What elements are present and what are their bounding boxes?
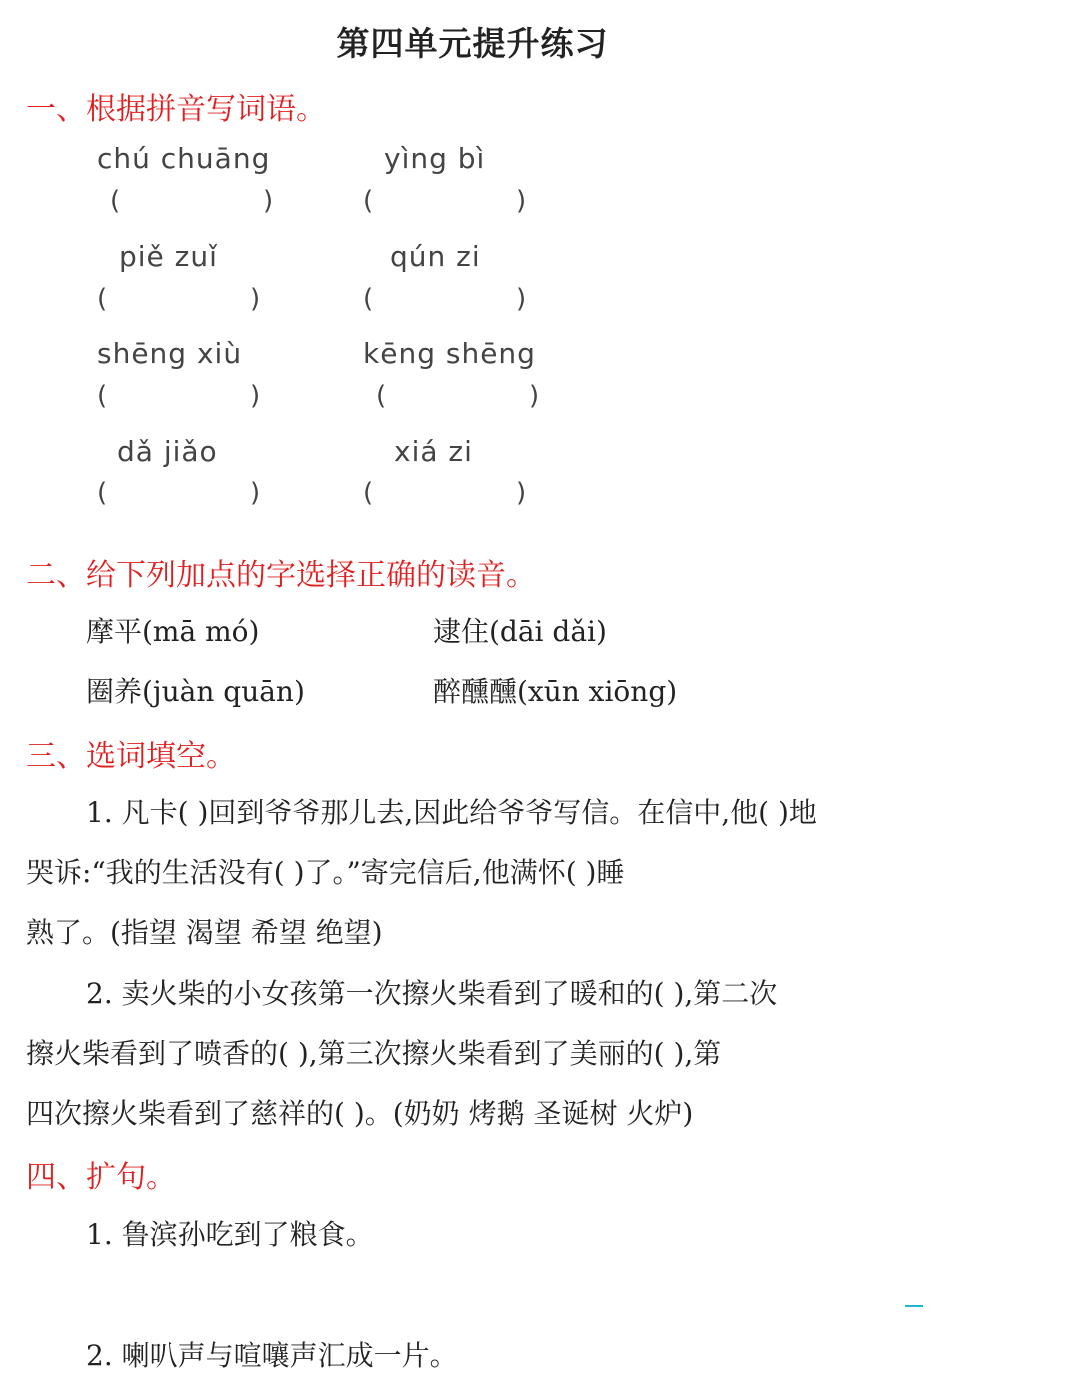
answer-paren-close: ) (516, 284, 527, 314)
fill-line: 擦火柴看到了喷香的( ),第三次擦火柴看到了美丽的( ),第 (26, 1037, 722, 1070)
pinyin-item: chú chuāng (97, 142, 271, 175)
pinyin-item: kēng shēng (363, 337, 536, 370)
answer-paren-open: ( (97, 478, 108, 508)
reading-item: 逮住(dāi dǎi) (433, 615, 607, 648)
fill-line: 2. 卖火柴的小女孩第一次擦火柴看到了暖和的( ),第二次 (86, 977, 778, 1010)
page-title: 第四单元提升练习 (336, 24, 609, 63)
pinyin-item: yìng bì (384, 142, 486, 175)
reading-item: 圈养(juàn quān) (86, 675, 305, 708)
reading-item: 醉醺醺(xūn xiōng) (433, 675, 678, 708)
answer-paren-open: ( (376, 381, 387, 411)
section-heading-1: 一、根据拼音写词语。 (26, 92, 326, 127)
answer-paren-open: ( (97, 284, 108, 314)
fill-line: 哭诉:“我的生活没有( )了。”寄完信后,他满怀( )睡 (26, 856, 625, 889)
expand-item: 1. 鲁滨孙吃到了粮食。 (86, 1218, 374, 1251)
section-heading-4: 四、扩句。 (26, 1160, 176, 1195)
answer-paren-close: ) (250, 381, 261, 411)
fill-line: 1. 凡卡( )回到爷爷那儿去,因此给爷爷写信。在信中,他( )地 (86, 796, 817, 829)
stray-mark (905, 1305, 923, 1307)
answer-paren-close: ) (516, 186, 527, 216)
pinyin-item: dǎ jiǎo (117, 435, 218, 468)
reading-item: 摩平(mā mó) (86, 615, 260, 648)
expand-item: 2. 喇叭声与喧嚷声汇成一片。 (86, 1339, 458, 1372)
answer-paren-open: ( (363, 284, 374, 314)
answer-paren-close: ) (529, 381, 540, 411)
answer-paren-close: ) (516, 478, 527, 508)
answer-paren-open: ( (363, 186, 374, 216)
answer-paren-close: ) (263, 186, 274, 216)
fill-line: 四次擦火柴看到了慈祥的( )。(奶奶 烤鹅 圣诞树 火炉) (26, 1097, 694, 1130)
answer-paren-close: ) (250, 478, 261, 508)
fill-line: 熟了。(指望 渴望 希望 绝望) (26, 916, 383, 949)
answer-paren-open: ( (110, 186, 121, 216)
answer-paren-close: ) (250, 284, 261, 314)
answer-paren-open: ( (363, 478, 374, 508)
pinyin-item: xiá zi (394, 435, 473, 468)
pinyin-item: qún zi (390, 240, 481, 273)
pinyin-item: shēng xiù (97, 337, 243, 370)
section-heading-2: 二、给下列加点的字选择正确的读音。 (26, 558, 536, 593)
pinyin-item: piě zuǐ (119, 240, 218, 273)
section-heading-3: 三、选词填空。 (26, 739, 236, 774)
answer-paren-open: ( (97, 381, 108, 411)
